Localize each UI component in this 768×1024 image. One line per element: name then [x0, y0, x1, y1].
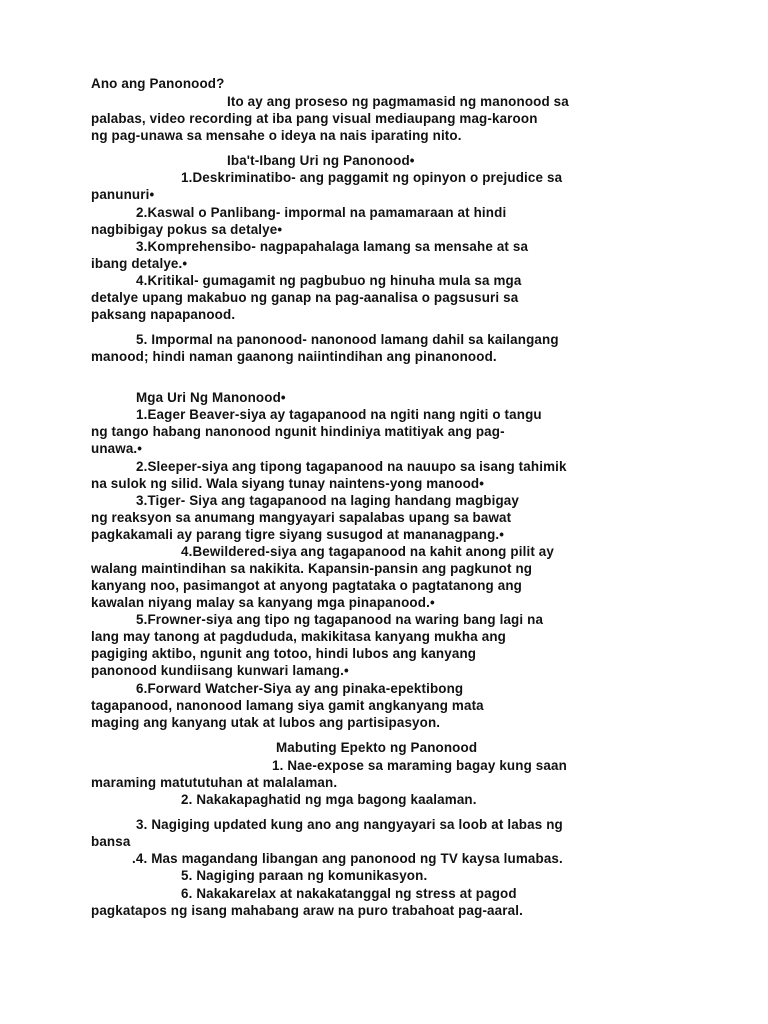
list-item: 6. Nakakarelax at nakakatanggal ng stress at pagod	[181, 886, 517, 901]
list-item: panunuri•	[91, 187, 155, 202]
section-heading-uri-ng-manonood: Mga Uri Ng Manonood•	[136, 390, 286, 405]
list-item: manood; hindi naman gaanong naiintindihan ang pinanonood.	[91, 349, 497, 364]
list-item: 3. Nagiging updated kung ano ang nangyayari sa loob at labas ng	[136, 817, 563, 832]
list-item: lang may tanong at pagdududa, makikitasa kanyang mukha ang	[91, 629, 506, 644]
intro-line: ng pag-unawa sa mensahe o ideya na nais iparating nito.	[91, 128, 462, 143]
list-item: 1.Eager Beaver-siya ay tagapanood na ngiti nang ngiti o tangu	[136, 407, 542, 422]
list-item: tagapanood, nanonood lamang siya gamit angkanyang mata	[91, 698, 484, 713]
list-item: 6.Forward Watcher-Siya ay ang pinaka-epektibong	[136, 681, 464, 696]
list-item: kanyang noo, pasimangot at anyong pagtataka o pagtatanong ang	[91, 578, 523, 593]
list-item: paksang napapanood.	[91, 307, 236, 322]
list-item: 4.Kritikal- gumagamit ng pagbubuo ng hinuha mula sa mga	[136, 273, 522, 288]
list-item: 5. Impormal na panonood- nanonood lamang dahil sa kailangang	[136, 332, 559, 347]
section-heading-mabuting-epekto: Mabuting Epekto ng Panonood	[276, 740, 478, 755]
list-item: 2. Nakakapaghatid ng mga bagong kaalaman.	[181, 792, 477, 807]
list-item: pagkatapos ng isang mahabang araw na puro trabahoat pag-aaral.	[91, 903, 523, 918]
list-item: 4.Bewildered-siya ang tagapanood na kahit anong pilit ay	[181, 544, 554, 559]
list-item: 5. Nagiging paraan ng komunikasyon.	[181, 868, 428, 883]
list-item: 1. Nae-expose sa maraming bagay kung saan	[272, 758, 567, 773]
list-item: ng reaksyon sa anumang mangyayari sapalabas upang sa bawat	[91, 510, 512, 525]
list-item: na sulok ng silid. Wala siyang tunay naintens-yong manood•	[91, 476, 485, 491]
list-item: 3.Komprehensibo- nagpapahalaga lamang sa mensahe at sa	[136, 239, 529, 254]
list-item: detalye upang makabuo ng ganap na pag-aanalisa o pagsusuri sa	[91, 290, 519, 305]
list-item: .4. Mas magandang libangan ang panonood ng TV kaysa lumabas.	[132, 851, 563, 866]
list-item: nagbibigay pokus sa detalye•	[91, 222, 283, 237]
intro-line: palabas, video recording at iba pang visual mediaupang mag-karoon	[91, 111, 538, 126]
list-item: 2.Kaswal o Panlibang- impormal na pamamaraan at hindi	[136, 205, 507, 220]
list-item: 2.Sleeper-siya ang tipong tagapanood na nauupo sa isang tahimik	[136, 459, 567, 474]
list-item: pagiging aktibo, ngunit ang totoo, hindi lubos ang kanyang	[91, 646, 477, 661]
list-item: 1.Deskriminatibo- ang paggamit ng opinyon o prejudice sa	[181, 170, 563, 185]
list-item: ibang detalye.•	[91, 256, 188, 271]
list-item: walang maintindihan sa nakikita. Kapansin-pansin ang pagkunot ng	[91, 561, 533, 576]
list-item: unawa.•	[91, 441, 143, 456]
list-item: pagkakamali ay parang tigre siyang susugod at mananagpang.•	[91, 527, 505, 542]
list-item: kawalan niyang malay sa kanyang mga pinapanood.•	[91, 595, 435, 610]
list-item: bansa	[91, 834, 131, 849]
list-item: maraming matututuhan at malalaman.	[91, 775, 338, 790]
section-heading-uri-ng-panonood: Iba't-Ibang Uri ng Panonood•	[227, 153, 415, 168]
document-title: Ano ang Panonood?	[91, 76, 225, 91]
intro-line: Ito ay ang proseso ng pagmamasid ng manonood sa	[227, 94, 569, 109]
list-item: panonood kundiisang kunwari lamang.•	[91, 663, 349, 678]
list-item: maging ang kanyang utak at lubos ang partisipasyon.	[91, 715, 441, 730]
list-item: 5.Frowner-siya ang tipo ng tagapanood na waring bang lagi na	[136, 612, 544, 627]
list-item: 3.Tiger- Siya ang tagapanood na laging handang magbigay	[136, 493, 519, 508]
list-item: ng tango habang nanonood ngunit hindiniya matitiyak ang pag-	[91, 424, 505, 439]
